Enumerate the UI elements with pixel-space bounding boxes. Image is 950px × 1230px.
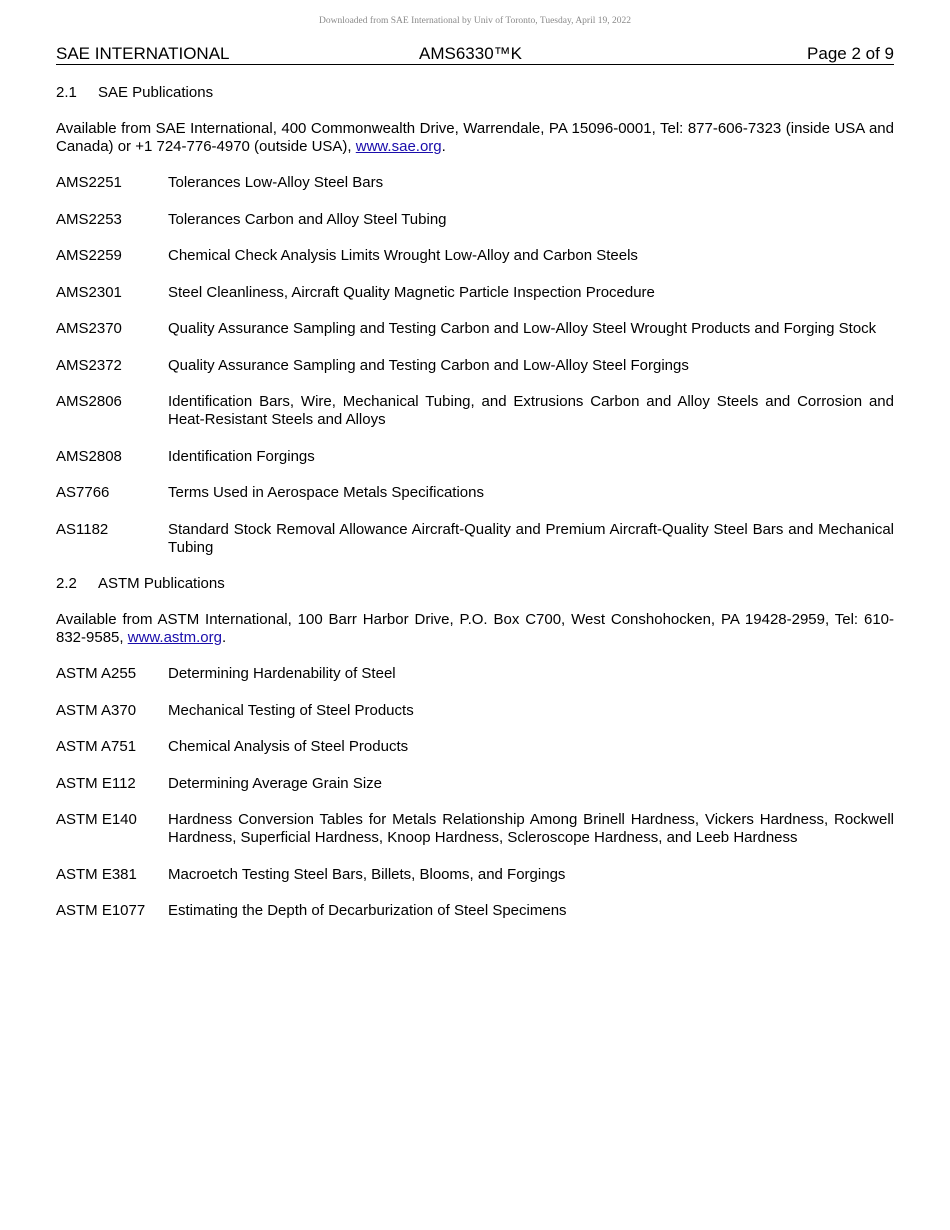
section-heading-sae — [56, 84, 894, 102]
reference-item — [56, 665, 894, 683]
document-body — [56, 84, 894, 939]
reference-title: Mechanical Testing of Steel Products — [168, 701, 414, 719]
reference-code: AMS2372 — [56, 356, 122, 374]
reference-code: ASTM E1077 — [56, 902, 146, 919]
reference-item — [56, 738, 894, 756]
section-heading-astm — [56, 575, 894, 593]
reference-item — [56, 393, 894, 429]
download-watermark: Downloaded from SAE International by Univ of Toronto, Tuesday, April 19, 2022 — [318, 16, 631, 26]
sae-website-link[interactable]: www.sae.org — [355, 138, 442, 155]
reference-code: ASTM E381 — [56, 865, 137, 883]
reference-item — [56, 448, 894, 466]
reference-title: Chemical Analysis of Steel Products — [168, 738, 409, 755]
reference-title: Standard Stock Removal Allowance Aircraft-Quality and Premium Aircraft-Quality Steel Bars and Mechanical Tubing — [168, 520, 894, 556]
section-title: ASTM Publications — [98, 575, 225, 592]
reference-item — [56, 284, 894, 302]
paragraph-text: Available from SAE International, 400 Commonwealth Drive, Warrendale, PA 15096-0001, Tel: 877-606-7323 (inside USA and Canada) or +1 724-776-4970 (outside USA), — [56, 120, 894, 155]
publisher-name: SAE INTERNATIONAL — [56, 44, 230, 63]
reference-title: Tolerances Carbon and Alloy Steel Tubing — [168, 210, 447, 228]
reference-title: Estimating the Depth of Decarburization of Steel Specimens — [168, 902, 567, 919]
reference-code: AMS2370 — [56, 320, 122, 337]
reference-code: AMS2251 — [56, 174, 122, 191]
reference-item — [56, 211, 894, 229]
document-number: AMS6330™K — [419, 44, 522, 63]
reference-title: Quality Assurance Sampling and Testing Carbon and Low-Alloy Steel Wrought Products and Forging Stock — [168, 320, 877, 337]
reference-code: AS7766 — [56, 484, 110, 501]
section-number: 2.2 — [56, 575, 77, 592]
reference-title: Terms Used in Aerospace Metals Specifications — [168, 484, 484, 501]
reference-code: AMS2259 — [56, 247, 122, 264]
reference-title: Steel Cleanliness, Aircraft Quality Magnetic Particle Inspection Procedure — [168, 283, 655, 301]
reference-item — [56, 357, 894, 375]
reference-item — [56, 702, 894, 720]
reference-item — [56, 247, 894, 265]
reference-code: AMS2806 — [56, 393, 122, 410]
reference-code: ASTM A370 — [56, 701, 137, 719]
reference-code: AMS2808 — [56, 447, 122, 465]
page-number: Page 2 of 9 — [807, 44, 894, 63]
paragraph-text: Available from ASTM International, 100 Barr Harbor Drive, P.O. Box C700, West Conshohocken, PA 19428-2959, Tel: 610-832-9585, — [56, 611, 894, 646]
astm-availability-paragraph — [56, 611, 894, 647]
reference-item — [56, 866, 894, 884]
reference-title: Determining Average Grain Size — [168, 774, 382, 792]
reference-code: AMS2253 — [56, 210, 122, 228]
reference-title: Chemical Check Analysis Limits Wrought Low-Alloy and Carbon Steels — [168, 247, 638, 264]
reference-code: AS1182 — [56, 520, 109, 538]
reference-title: Quality Assurance Sampling and Testing Carbon and Low-Alloy Steel Forgings — [168, 356, 689, 374]
reference-item — [56, 174, 894, 192]
reference-title: Tolerances Low-Alloy Steel Bars — [168, 174, 384, 191]
reference-title: Identification Forgings — [168, 447, 315, 465]
section-number: 2.1 — [56, 84, 77, 101]
reference-code: ASTM E140 — [56, 811, 137, 828]
reference-code: ASTM A751 — [56, 738, 137, 755]
reference-title: Determining Hardenability of Steel — [168, 665, 396, 682]
reference-item — [56, 484, 894, 502]
reference-title: Identification Bars, Wire, Mechanical Tubing, and Extrusions Carbon and Alloy Steels and Corrosion and Heat-Resistant Steels and Alloys — [168, 393, 894, 428]
reference-item — [56, 521, 894, 557]
reference-code: AMS2301 — [56, 283, 122, 301]
reference-code: ASTM A255 — [56, 665, 137, 682]
reference-title: Hardness Conversion Tables for Metals Relationship Among Brinell Hardness, Vickers Hardness, Rockwell Hardness, Superficial Hardness, Knoop Hardness, Scleroscope Hardness, and Leeb Hardness — [168, 811, 894, 846]
reference-item — [56, 811, 894, 847]
reference-code: ASTM E112 — [56, 774, 136, 792]
reference-title: Macroetch Testing Steel Bars, Billets, Blooms, and Forgings — [168, 865, 566, 883]
reference-item — [56, 902, 894, 920]
section-title: SAE Publications — [98, 84, 214, 101]
page-header — [56, 44, 894, 65]
paragraph-end: . — [441, 138, 446, 155]
astm-website-link[interactable]: www.astm.org — [127, 629, 222, 646]
sae-availability-paragraph — [56, 120, 894, 156]
reference-item — [56, 775, 894, 793]
paragraph-end: . — [221, 629, 227, 646]
reference-item — [56, 320, 894, 338]
